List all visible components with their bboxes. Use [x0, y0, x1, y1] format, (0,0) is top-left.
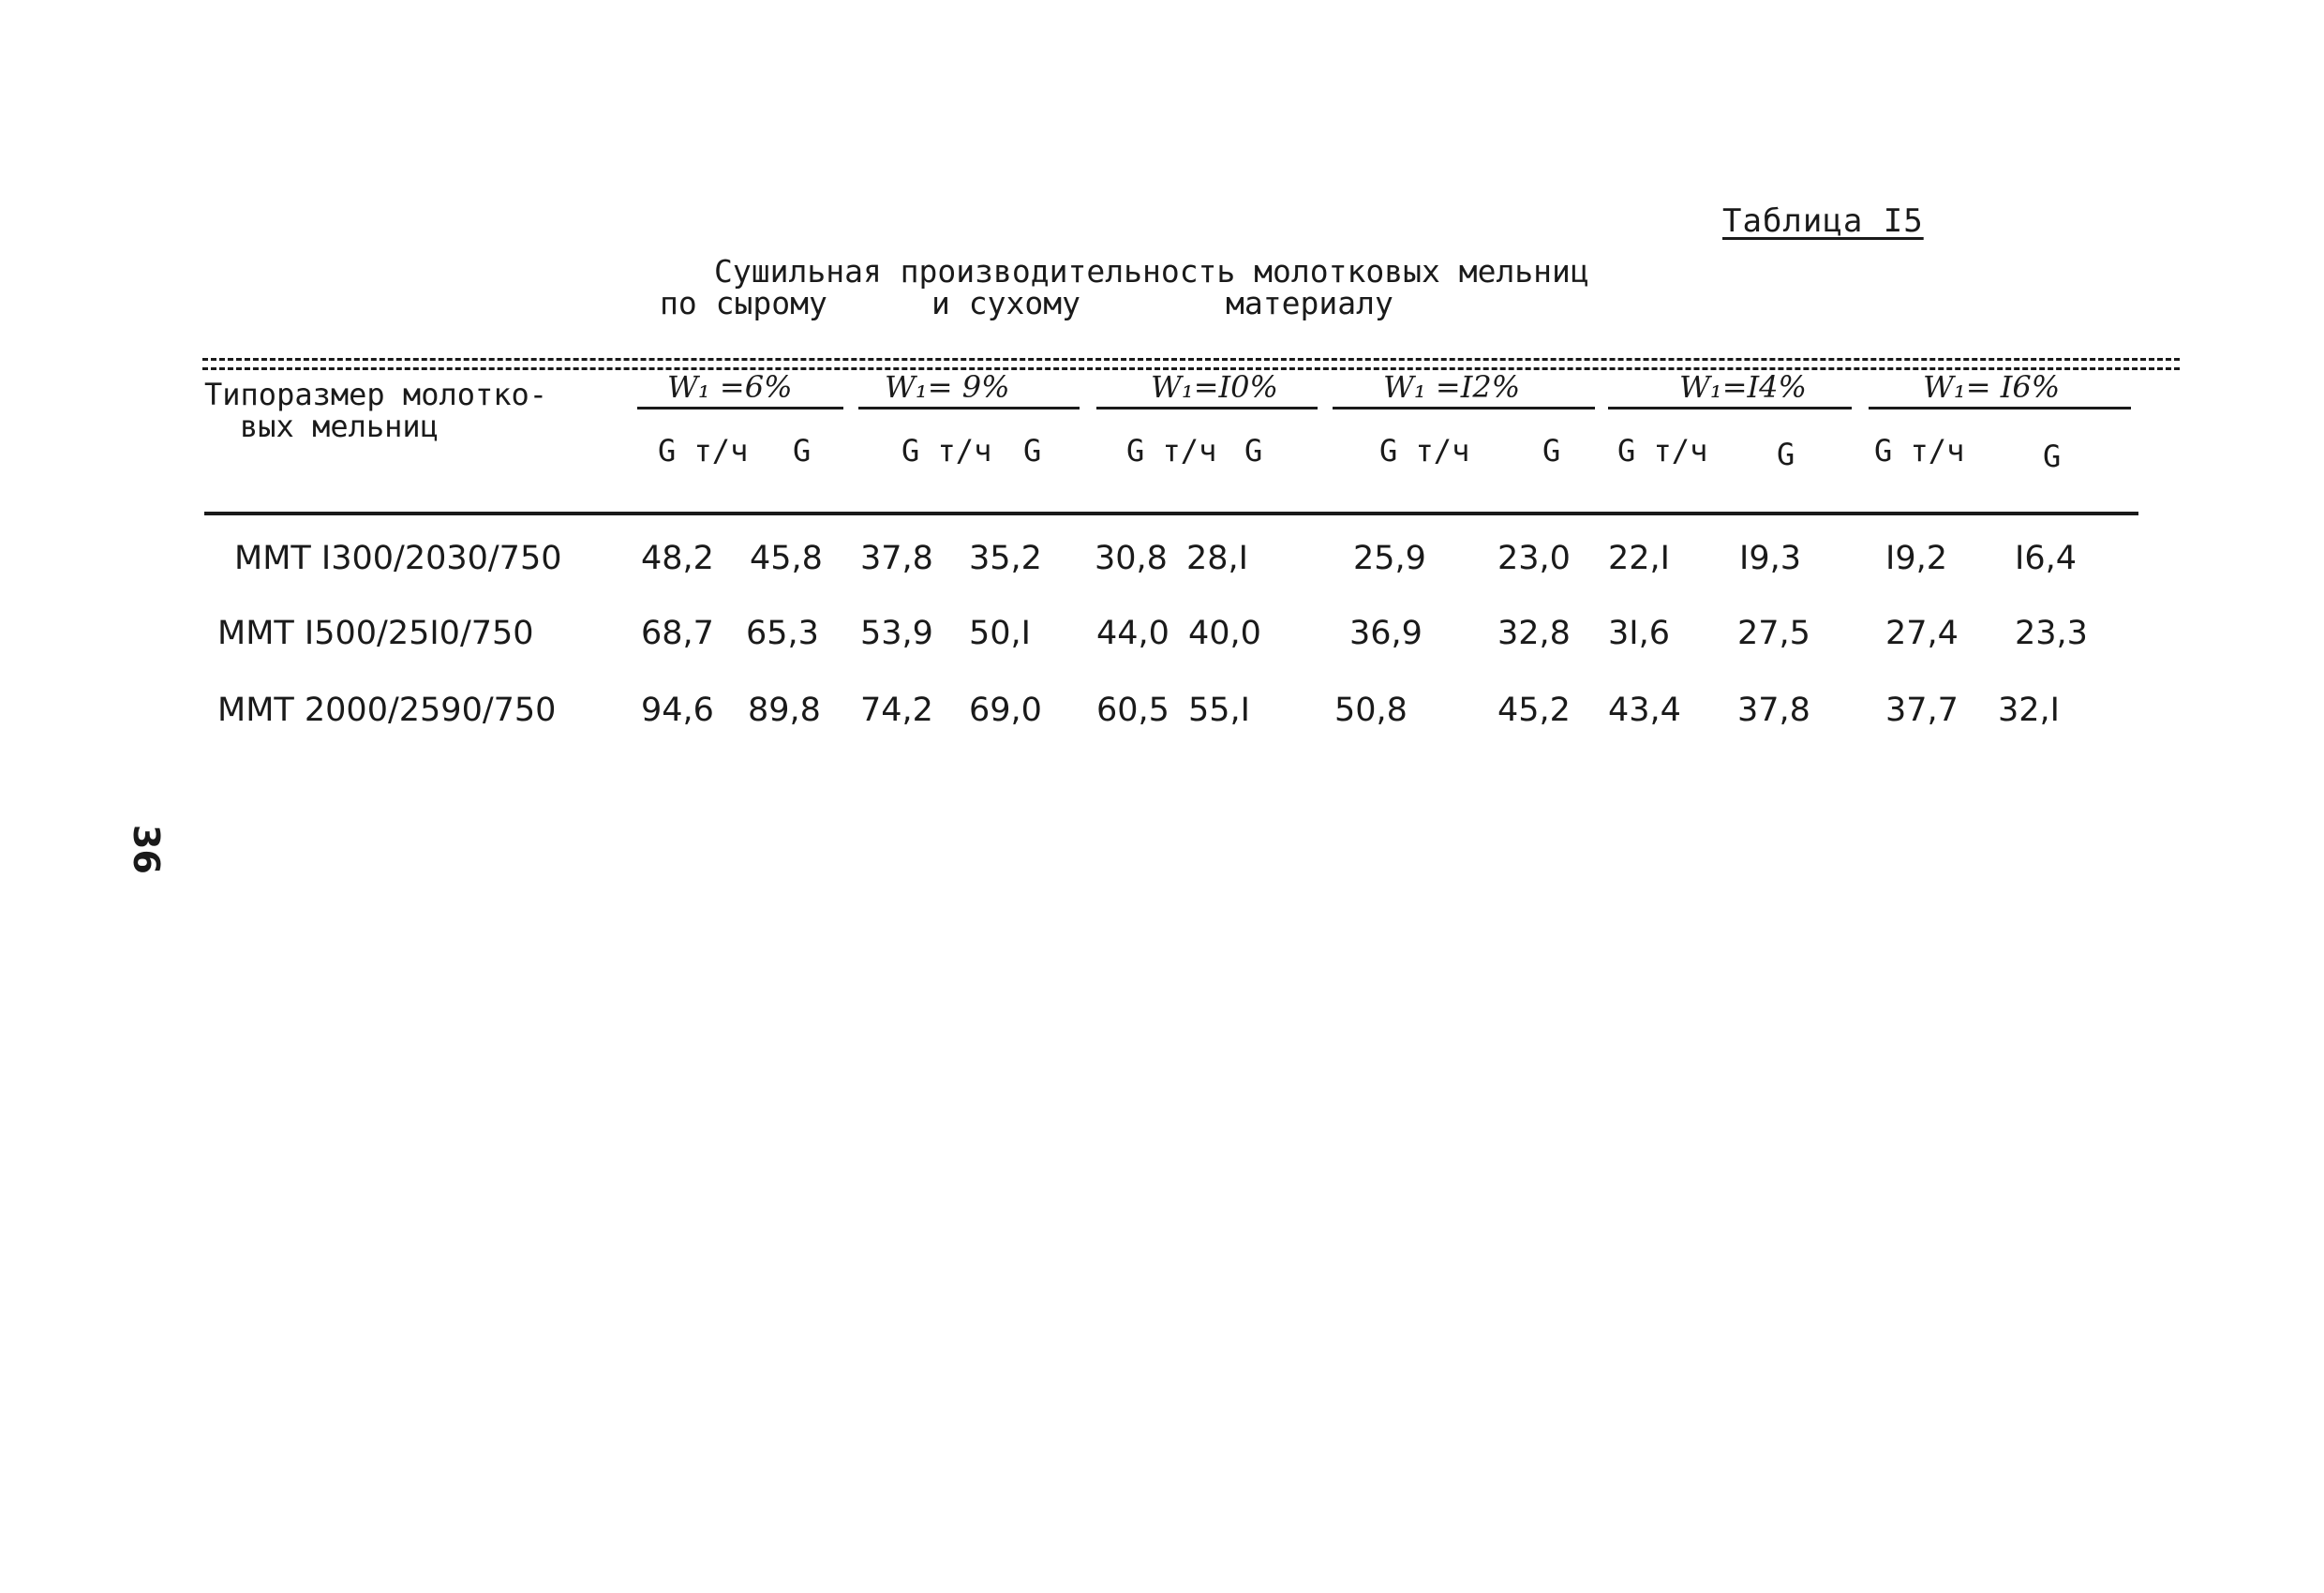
table-cell: 32,8 [1497, 615, 1571, 652]
table-cell: 28,I [1186, 540, 1248, 577]
group-underline [1869, 407, 2131, 409]
table-cell: 65,3 [746, 615, 819, 652]
table-title-part-raw: по сырому [660, 285, 827, 321]
table-cell: 74,2 [860, 692, 933, 729]
table-cell: 89,8 [748, 692, 821, 729]
subheader-gt: G т/ч [1617, 433, 1708, 469]
subheader-gt: G т/ч [1379, 433, 1470, 469]
group-header-w6: W₁ =6% [667, 369, 793, 405]
group-header-w12: W₁ =I2% [1383, 369, 1521, 405]
table-number: Таблица I5 [1722, 202, 1924, 240]
group-underline [1608, 407, 1852, 409]
subheader-g: G [1244, 433, 1263, 469]
row-header-line2: вых мельниц [240, 409, 439, 444]
subheader-g: G [2043, 439, 2062, 474]
table-cell: 37,7 [1885, 692, 1959, 729]
table-cell: 23,0 [1497, 540, 1571, 577]
table-title-part-dry: и сухому [931, 285, 1080, 321]
table-cell: 3I,6 [1608, 615, 1670, 652]
table-cell: 53,9 [860, 615, 933, 652]
table-cell: 40,0 [1188, 615, 1261, 652]
table-cell: I6,4 [2015, 540, 2077, 577]
table-header-rule [204, 512, 2138, 515]
table-cell: 68,7 [641, 615, 714, 652]
subheader-gt: G т/ч [901, 433, 992, 469]
table-cell: I9,3 [1739, 540, 1801, 577]
group-header-w16: W₁= I6% [1923, 369, 2061, 405]
subheader-gt: G т/ч [1126, 433, 1217, 469]
table-cell: 45,8 [750, 540, 823, 577]
table-cell: I9,2 [1885, 540, 1947, 577]
table-cell: 69,0 [969, 692, 1042, 729]
table-cell: 94,6 [641, 692, 714, 729]
table-cell: 48,2 [641, 540, 714, 577]
table-cell: 37,8 [860, 540, 933, 577]
table-cell: 60,5 [1096, 692, 1169, 729]
subheader-g: G [793, 433, 812, 469]
group-underline [1333, 407, 1595, 409]
table-cell: 45,2 [1497, 692, 1571, 729]
table-cell: 37,8 [1737, 692, 1810, 729]
row-name: ММТ 2000/2590/750 [217, 692, 557, 729]
group-underline [637, 407, 843, 409]
table-cell: 23,3 [2015, 615, 2088, 652]
row-name: ММТ I500/25I0/750 [217, 615, 534, 652]
table-cell: 55,I [1188, 692, 1250, 729]
table-cell: 35,2 [969, 540, 1042, 577]
group-header-w10: W₁=I0% [1151, 369, 1278, 405]
subheader-gt: G т/ч [658, 433, 749, 469]
table-cell: 30,8 [1095, 540, 1168, 577]
subheader-gt: G т/ч [1874, 433, 1965, 469]
table-cell: 32,I [1998, 692, 2060, 729]
subheader-g: G [1023, 433, 1042, 469]
table-cell: 43,4 [1608, 692, 1681, 729]
table-cell: 50,8 [1334, 692, 1408, 729]
page-number: 36 [126, 825, 167, 874]
table-cell: 27,4 [1885, 615, 1959, 652]
row-header-line1: Типоразмер молотко- [204, 377, 548, 412]
table-cell: 25,9 [1353, 540, 1426, 577]
table-cell: 27,5 [1737, 615, 1810, 652]
group-header-w9: W₁= 9% [885, 369, 1010, 405]
group-underline [858, 407, 1080, 409]
table-cell: 36,9 [1349, 615, 1423, 652]
table-title-line1: Сушильная производительность молотковых мельниц [714, 253, 1589, 290]
table-cell: 50,I [969, 615, 1031, 652]
subheader-g: G [1777, 437, 1795, 472]
row-name: ММТ I300/2030/750 [234, 540, 562, 577]
table-cell: 44,0 [1096, 615, 1169, 652]
table-cell: 22,I [1608, 540, 1670, 577]
table-title-part-material: материалу [1226, 285, 1393, 321]
group-header-w14: W₁=I4% [1679, 369, 1807, 405]
group-underline [1096, 407, 1318, 409]
subheader-g: G [1542, 433, 1561, 469]
